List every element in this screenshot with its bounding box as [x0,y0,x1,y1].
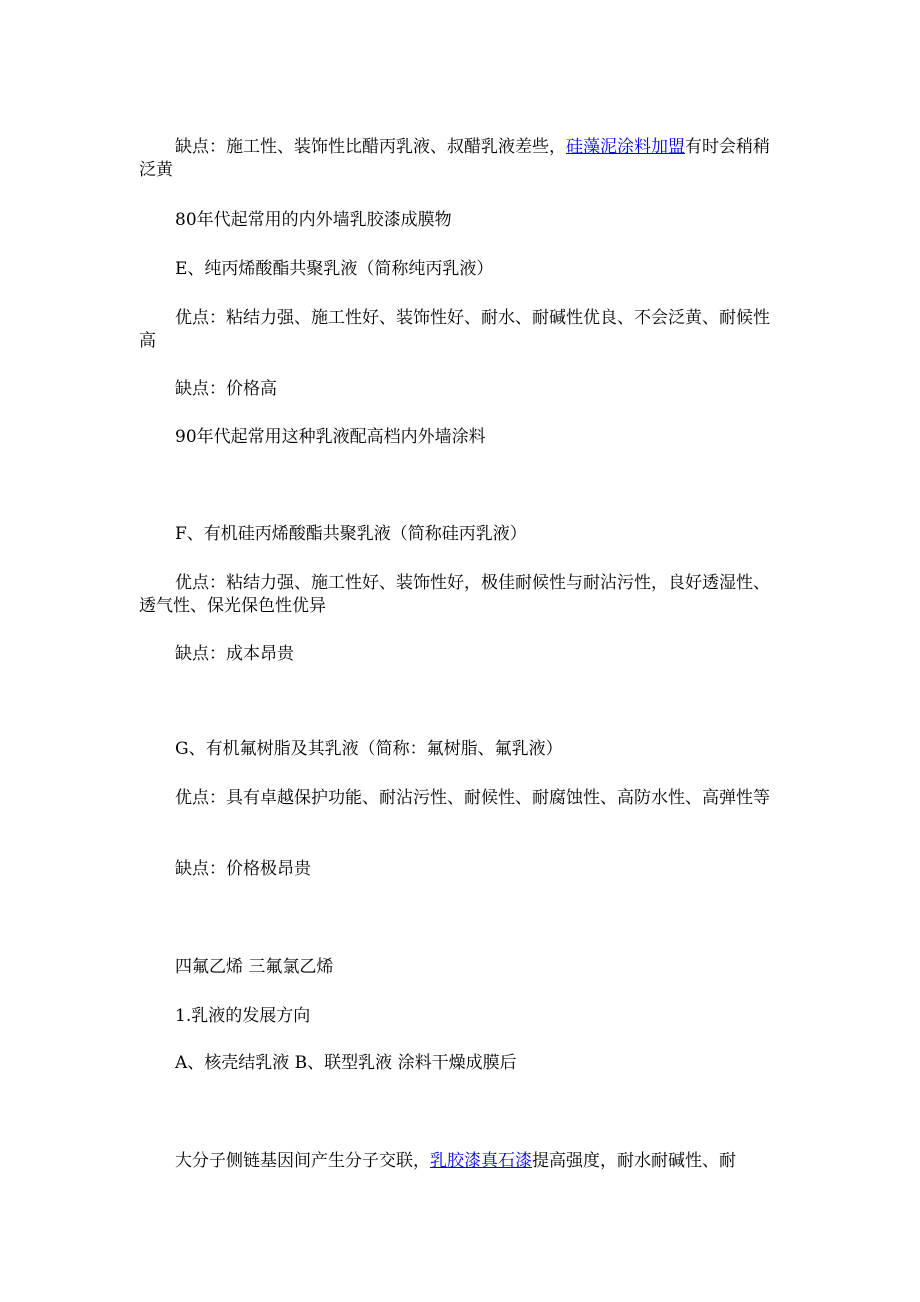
heading-emulsion-direction: 1.乳液的发展方向 [175,1006,311,1026]
paragraph-text: 提高强度，耐水耐碱性、耐 [532,1151,736,1171]
paragraph-advantages-2: 优点：粘结力强、施工性好、装饰性好，极佳耐候性与耐沾污性，良好透湿性、透气性、保光保色性优异 [139,573,770,616]
paragraph-text: 大分子侧链基因间产生分子交联， [175,1151,430,1171]
paragraph-text: 缺点：施工性、装饰性比醋丙乳液、叔醋乳液差些， [175,137,566,157]
heading-fluororesin: G、有机氟树脂及其乳液（简称：氟树脂、氟乳液） [175,739,563,759]
paragraph-drawbacks-4: 缺点：价格极昂贵 [175,859,311,879]
paragraph-advantages-1: 优点：粘结力强、施工性好、装饰性好、耐水、耐碱性优良、不会泛黄、耐候性高 [139,308,770,351]
heading-pure-acrylic: E、纯丙烯酸酯共聚乳液（简称纯丙乳液） [175,259,494,279]
heading-silicone-acrylic: F、有机硅丙烯酸酯共聚乳液（简称硅丙乳液） [175,524,527,544]
link-diatom-mud-franchise[interactable]: 硅藻泥涂料加盟 [566,137,685,157]
paragraph-drawbacks-2: 缺点：价格高 [175,379,277,399]
paragraph-fluoro-monomers: 四氟乙烯 三氟氯乙烯 [175,957,334,977]
paragraph-emulsion-types: A、核壳结乳液 B、联型乳液 涂料干燥成膜后 [175,1053,517,1073]
paragraph-advantages-3: 优点：具有卓越保护功能、耐沾污性、耐候性、耐腐蚀性、高防水性、高弹性等 [175,788,770,808]
paragraph-drawbacks-1 [139,136,784,182]
link-latex-real-stone-paint[interactable]: 乳胶漆真石漆 [430,1151,532,1171]
paragraph-drawbacks-3: 缺点：成本昂贵 [175,644,294,664]
paragraph-80s-usage: 80年代起常用的内外墙乳胶漆成膜物 [175,210,452,230]
paragraph-90s-usage: 90年代起常用这种乳液配高档内外墙涂料 [175,427,486,447]
paragraph-crosslinking [139,1150,784,1173]
paragraph-text: 有时会稍稍泛黄 [139,137,770,180]
